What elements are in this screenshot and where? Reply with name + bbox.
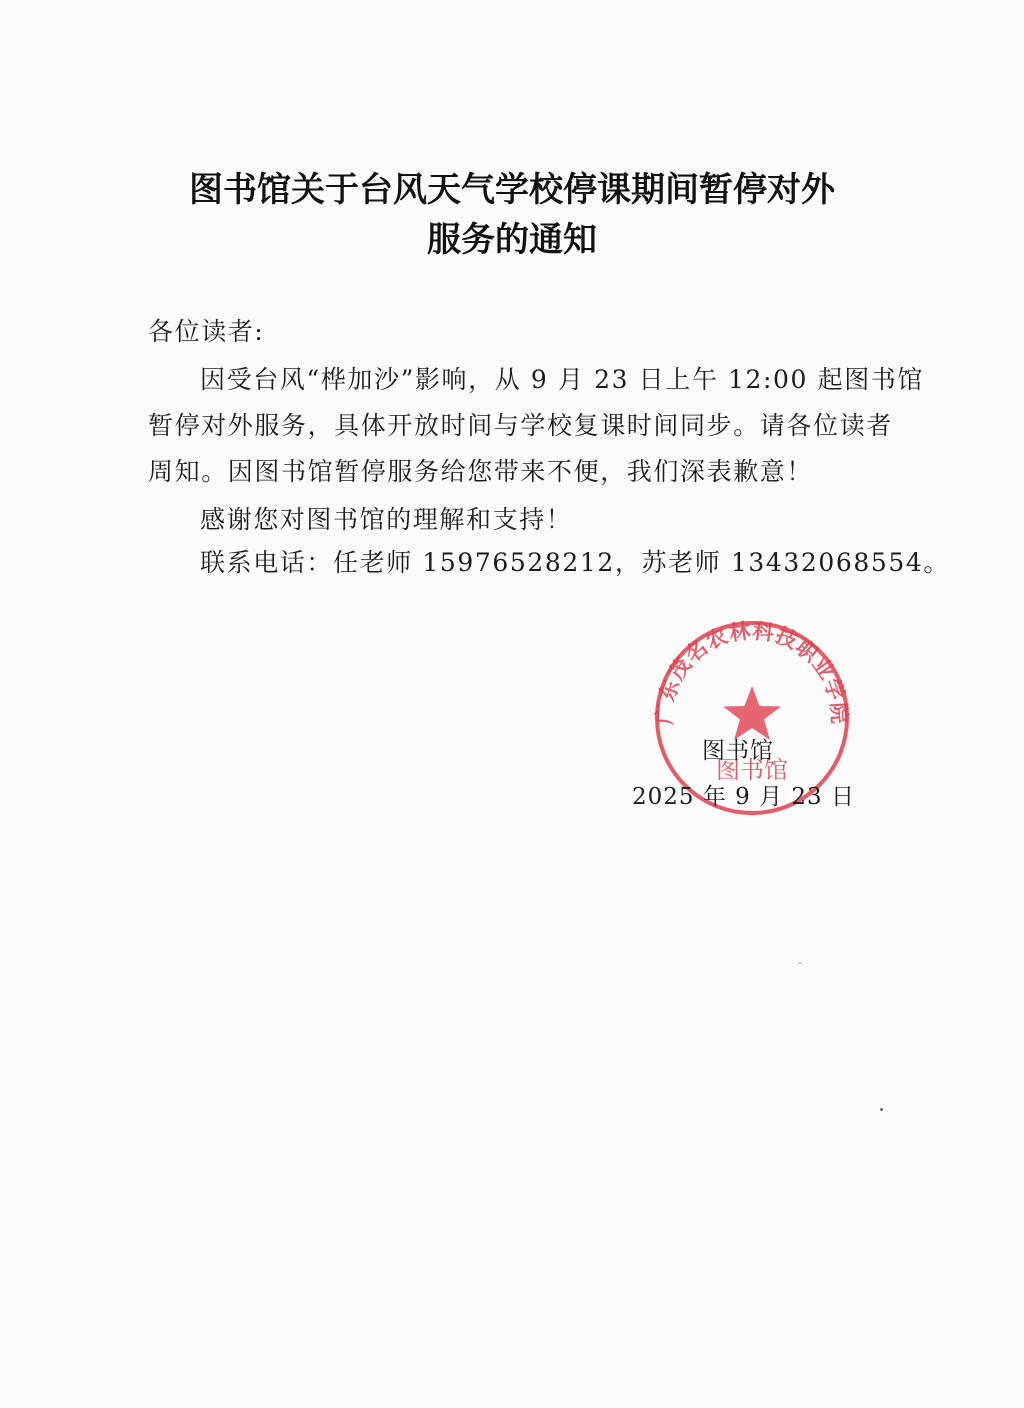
paragraph-1-line-3: 周知。因图书馆暂停服务给您带来不便，我们深表歉意！ [148, 457, 814, 486]
svg-text:图书馆: 图书馆 [716, 756, 788, 784]
signature-organization: 图书馆 [702, 738, 774, 764]
notice-title-line-2: 服务的通知 [427, 220, 597, 260]
svg-text:广东茂名农林科技职业学院: 广东茂名农林科技职业学院 [652, 618, 852, 726]
contact-line: 联系电话：任老师 15976528212，苏老师 13432068554。 [200, 548, 951, 577]
paragraph-1-line-2: 暂停对外服务，具体开放时间与学校复课时间同步。请各位读者 [148, 411, 893, 440]
signature-date: 2025 年 9 月 23 日 [632, 784, 855, 810]
scan-speck [880, 1108, 883, 1111]
paragraph-1-line-1: 因受台风“桦加沙”影响，从 9 月 23 日上午 12:00 起图书馆 [200, 365, 925, 394]
scan-speck [798, 963, 802, 964]
greeting: 各位读者: [148, 317, 265, 346]
thanks-paragraph: 感谢您对图书馆的理解和支持！ [200, 505, 573, 534]
notice-title-line-1: 图书馆关于台风天气学校停课期间暂停对外 [189, 170, 835, 210]
